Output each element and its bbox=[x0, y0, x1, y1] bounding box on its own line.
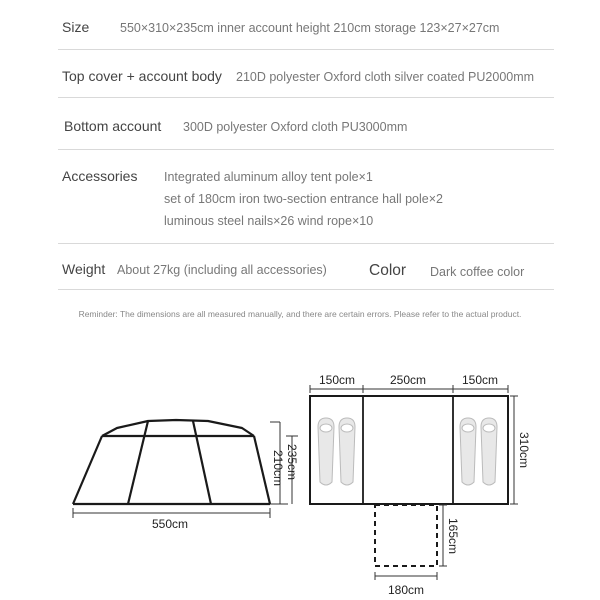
reminder-note: Reminder: The dimensions are all measured manually, and there are certain errors. Please refer to the actual product. bbox=[78, 309, 522, 319]
top-cover-value: 210D polyester Oxford cloth silver coated PU2000mm bbox=[236, 70, 535, 84]
weight-value: About 27kg (including all accessories) bbox=[117, 263, 327, 277]
weight-label: Weight bbox=[62, 261, 106, 277]
depth-label: 310cm bbox=[517, 431, 531, 469]
divider-1 bbox=[58, 49, 554, 50]
divider-2 bbox=[58, 97, 554, 98]
sleeping-bags-right bbox=[460, 418, 497, 485]
tent-floor-plan bbox=[310, 396, 508, 566]
side-height-inner-label: 210cm bbox=[271, 449, 285, 487]
color-value: Dark coffee color bbox=[430, 265, 525, 279]
room-right-label: 150cm bbox=[461, 373, 499, 387]
divider-4 bbox=[58, 243, 554, 244]
size-value: 550×310×235cm inner account height 210cm storage 123×27×27cm bbox=[120, 21, 500, 35]
accessories-line-1: Integrated aluminum alloy tent pole×1 bbox=[164, 170, 373, 184]
vestibule-width-label: 180cm bbox=[387, 583, 425, 597]
tent-side-outline bbox=[73, 420, 270, 504]
vestibule-depth-label: 165cm bbox=[446, 517, 460, 555]
accessories-label: Accessories bbox=[62, 168, 138, 184]
accessories-line-2: set of 180cm iron two-section entrance hall pole×2 bbox=[164, 192, 443, 206]
sleeping-bags-left bbox=[318, 418, 355, 485]
accessories-line-3: luminous steel nails×26 wind rope×10 bbox=[164, 214, 374, 228]
top-cover-label: Top cover + account body bbox=[62, 68, 222, 84]
bottom-value: 300D polyester Oxford cloth PU3000mm bbox=[183, 120, 408, 134]
side-height-outer-label: 235cm bbox=[285, 443, 299, 481]
divider-3 bbox=[58, 149, 554, 150]
color-label: Color bbox=[369, 262, 407, 279]
room-center-label: 250cm bbox=[389, 373, 427, 387]
size-label: Size bbox=[62, 19, 90, 35]
divider-5 bbox=[58, 289, 554, 290]
bottom-label: Bottom account bbox=[64, 118, 162, 134]
vestibule-outline bbox=[375, 505, 437, 566]
side-width-label: 550cm bbox=[151, 517, 189, 531]
room-left-label: 150cm bbox=[318, 373, 356, 387]
